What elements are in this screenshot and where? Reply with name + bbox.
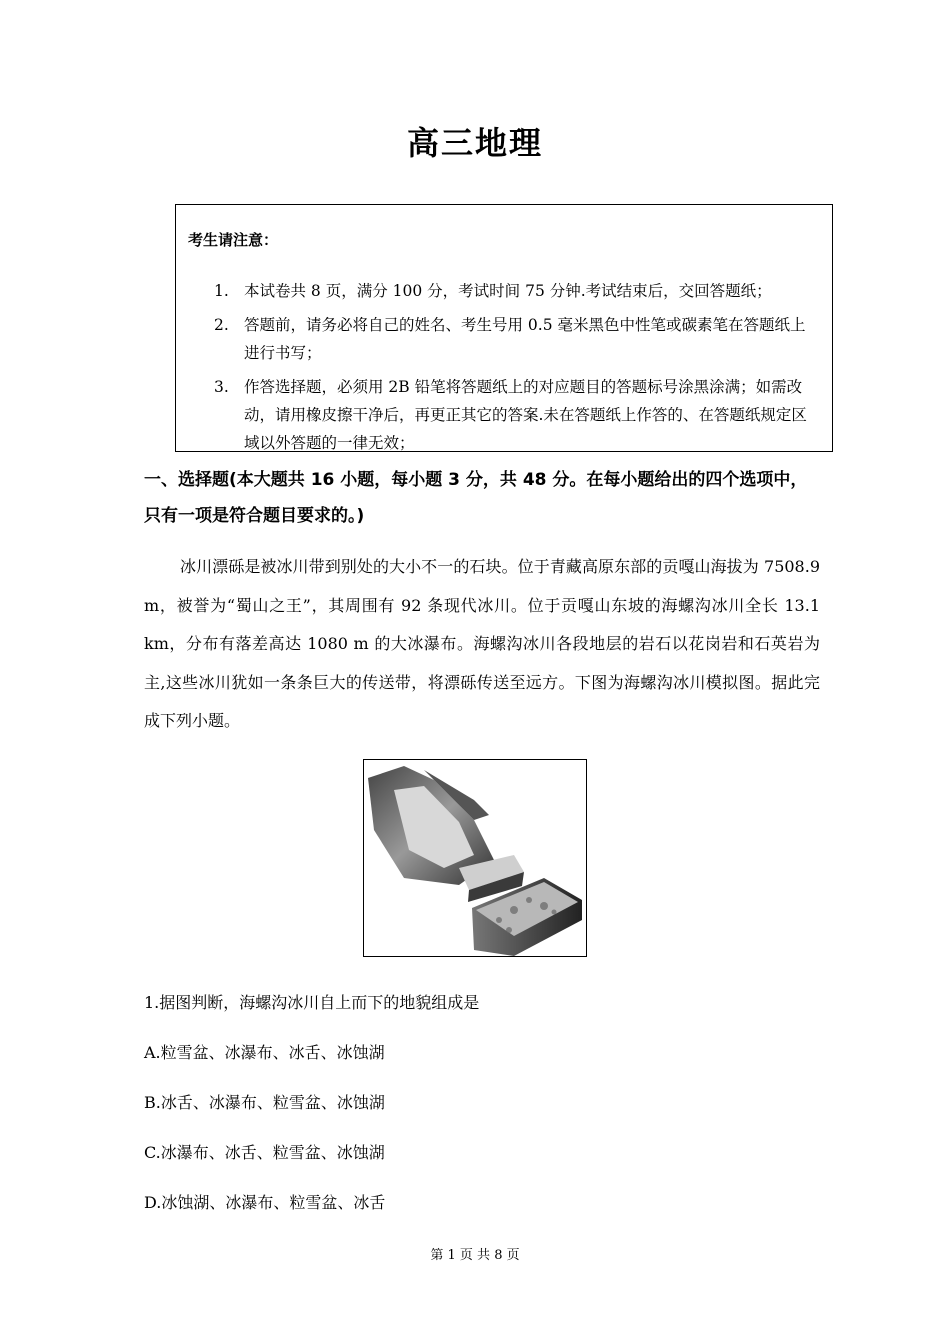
- notice-item-number: 3.: [214, 378, 229, 396]
- notice-box: [175, 204, 833, 452]
- notice-item-text: 答题前，请务必将自己的姓名、考生号用 0.5 毫米黑色中性笔或碳素笔在答题纸上进行书写；: [244, 316, 806, 362]
- notice-item-number: 1.: [214, 282, 229, 300]
- notice-item-text: 本试卷共 8 页，满分 100 分，考试时间 75 分钟.考试结束后，交回答题纸；: [244, 282, 772, 300]
- option-b: B.冰舌、冰瀑布、粒雪盆、冰蚀湖: [144, 1093, 385, 1112]
- notice-heading: 考生请注意：: [188, 231, 279, 249]
- question-stem: 1.据图判断，海螺沟冰川自上而下的地貌组成是: [144, 993, 480, 1012]
- notice-item: [206, 311, 816, 367]
- option-a: A.粒雪盆、冰瀑布、冰舌、冰蚀湖: [144, 1043, 385, 1062]
- notice-item-number: 2.: [214, 316, 229, 334]
- notice-item-text: 作答选择题，必须用 2B 铅笔将答题纸上的对应题目的答题标号涂黑涂满；如需改动，请用橡皮擦干净后，再更正其它的答案.未在答题纸上作答的、在答题纸规定区域以外答题的一律无效；: [244, 378, 807, 452]
- glacier-model-figure: [363, 759, 587, 957]
- section-heading: 一、选择题(本大题共 16 小题，每小题 3 分，共 48 分。在每小题给出的四个选项中，只有一项是符合题目要求的。): [144, 470, 808, 526]
- glacier-3d-illustration: [364, 760, 586, 956]
- option-c: C.冰瀑布、冰舌、粒雪盆、冰蚀湖: [144, 1143, 385, 1162]
- notice-list: [206, 277, 816, 463]
- notice-item: [206, 373, 816, 457]
- page-title: 高三地理: [406, 124, 543, 162]
- page-footer: 第 1 页 共 8 页: [430, 1248, 520, 1263]
- notice-item: [206, 277, 816, 305]
- option-d: D.冰蚀湖、冰瀑布、粒雪盆、冰舌: [144, 1193, 386, 1212]
- reading-passage: 冰川漂砾是被冰川带到别处的大小不一的石块。位于青藏高原东部的贡嘎山海拔为 7508.9 m，被誉为“蜀山之王”，其周围有 92 条现代冰川。位于贡嘎山东坡的海螺沟冰川全长 13.1 km，分布有落差高达 1080 m 的大冰瀑布。海螺沟冰川各段地层的岩石以花岗岩和石英岩为主,这些冰川犹如一条条巨大的传送带，将漂砾传送至远方。下图为海螺沟冰川模拟图。据此完成下列小题。: [144, 557, 820, 730]
